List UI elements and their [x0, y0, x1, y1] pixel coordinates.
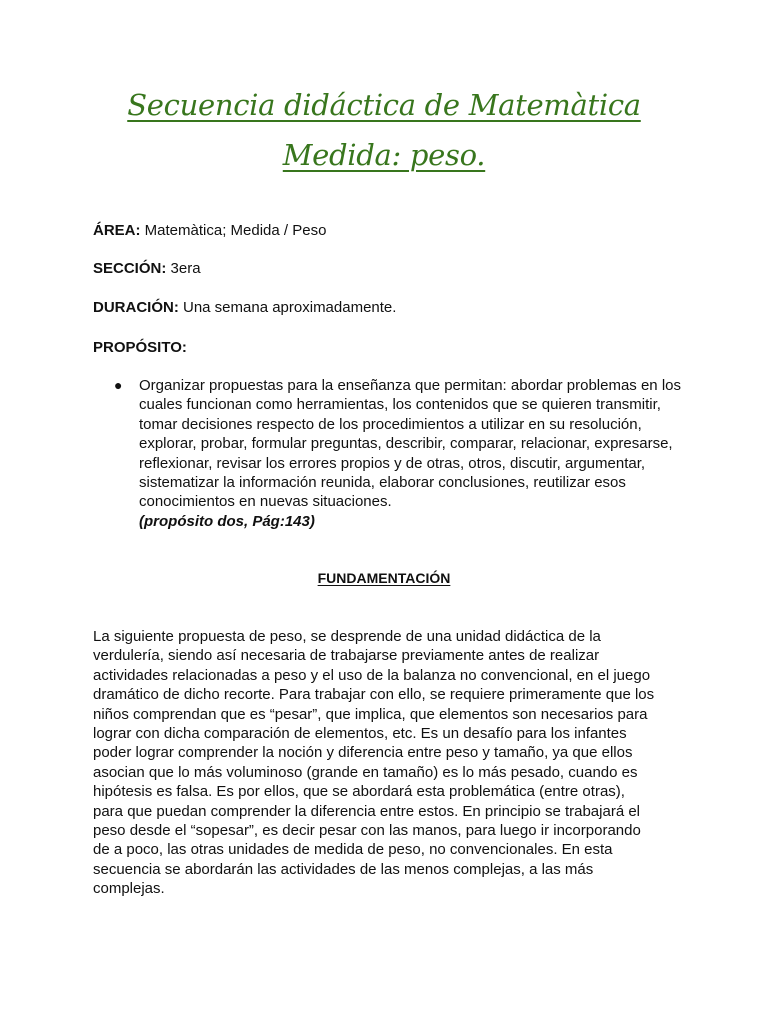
paragraph-line: niños comprendan que es “pesar”, que implica, que elementos son necesarios para	[93, 705, 648, 723]
paragraph-line: actividades relacionadas a peso y el uso de la balanza no convencional, en el juego	[93, 666, 651, 684]
purpose-bullet-item	[139, 376, 684, 531]
document-title-line-2: Medida: peso.	[282, 138, 486, 172]
bullet-icon: ●	[114, 377, 123, 393]
paragraph-line: verdulería, siendo así necesaria de trabajarse previamente antes de realizar	[93, 647, 600, 665]
field-area	[93, 221, 326, 241]
field-seccion-value: 3era	[166, 260, 201, 277]
document-title-line-1: Secuencia didáctica de Matemàtica	[127, 88, 641, 122]
field-area-value: Matemàtica; Medida / Peso	[140, 222, 327, 239]
paragraph-line: La siguiente propuesta de peso, se desprende de una unidad didáctica de la	[93, 628, 601, 645]
field-duracion-label: DURACIÓN:	[93, 299, 179, 316]
paragraph-line: complejas.	[93, 880, 165, 898]
field-seccion-label: SECCIÓN:	[93, 260, 167, 277]
section-heading-fundamentacion: FUNDAMENTACIÓN	[317, 570, 451, 586]
field-proposito	[93, 338, 187, 358]
paragraph-line: peso desde el “sopesar”, es decir pesar con las manos, para luego ir incorporando	[93, 822, 641, 840]
paragraph-line: dramático de dicho recorte. Para trabajar con ello, se requiere primeramente que los	[93, 686, 655, 704]
fundamentacion-paragraph	[93, 627, 683, 899]
paragraph-line: poder lograr comprender la noción y diferencia entre peso y tamaño, ya que ellos	[93, 744, 633, 762]
purpose-text: Organizar propuestas para la enseñanza que permitan: abordar problemas en los cuales funcionan como herramientas, los contenidos que se quieren transmitir, tomar decisiones respecto de los procedimientos a utilizar en su resolución, explorar, probar, formular preguntas, describir, comparar, relacionar, expresarse, reflexionar, revisar los errores propios y de otras, otros, discutir, argumentar, sistematizar la información reunida, elaborar conclusiones, reutilizar esos conocimientos en nuevas situaciones.	[139, 377, 681, 511]
paragraph-line: lograr con dicha comparación de elementos, etc. Es un desafío para los infantes	[93, 725, 627, 743]
field-area-label: ÁREA:	[93, 222, 141, 239]
field-duracion-value: Una semana aproximadamente.	[178, 299, 397, 316]
paragraph-line: para que puedan comprender la diferencia entre estos. En principio se trabajará el	[93, 802, 641, 820]
paragraph-line: asocian que lo más voluminoso (grande en tamaño) es lo más pesado, cuando es	[93, 763, 638, 781]
field-duracion	[93, 298, 396, 318]
purpose-citation: (propósito dos, Pág:143)	[139, 512, 315, 530]
paragraph-line: hipótesis es falsa. Es por ellos, que se abordará esta problemática (entre otras),	[93, 783, 625, 801]
paragraph-line: secuencia se abordarán las actividades de las menos complejas, a las más	[93, 860, 594, 878]
field-proposito-label: PROPÓSITO:	[93, 339, 187, 356]
field-seccion	[93, 259, 201, 279]
paragraph-line: de a poco, las otras unidades de medida de peso, no convencionales. En esta	[93, 841, 613, 859]
